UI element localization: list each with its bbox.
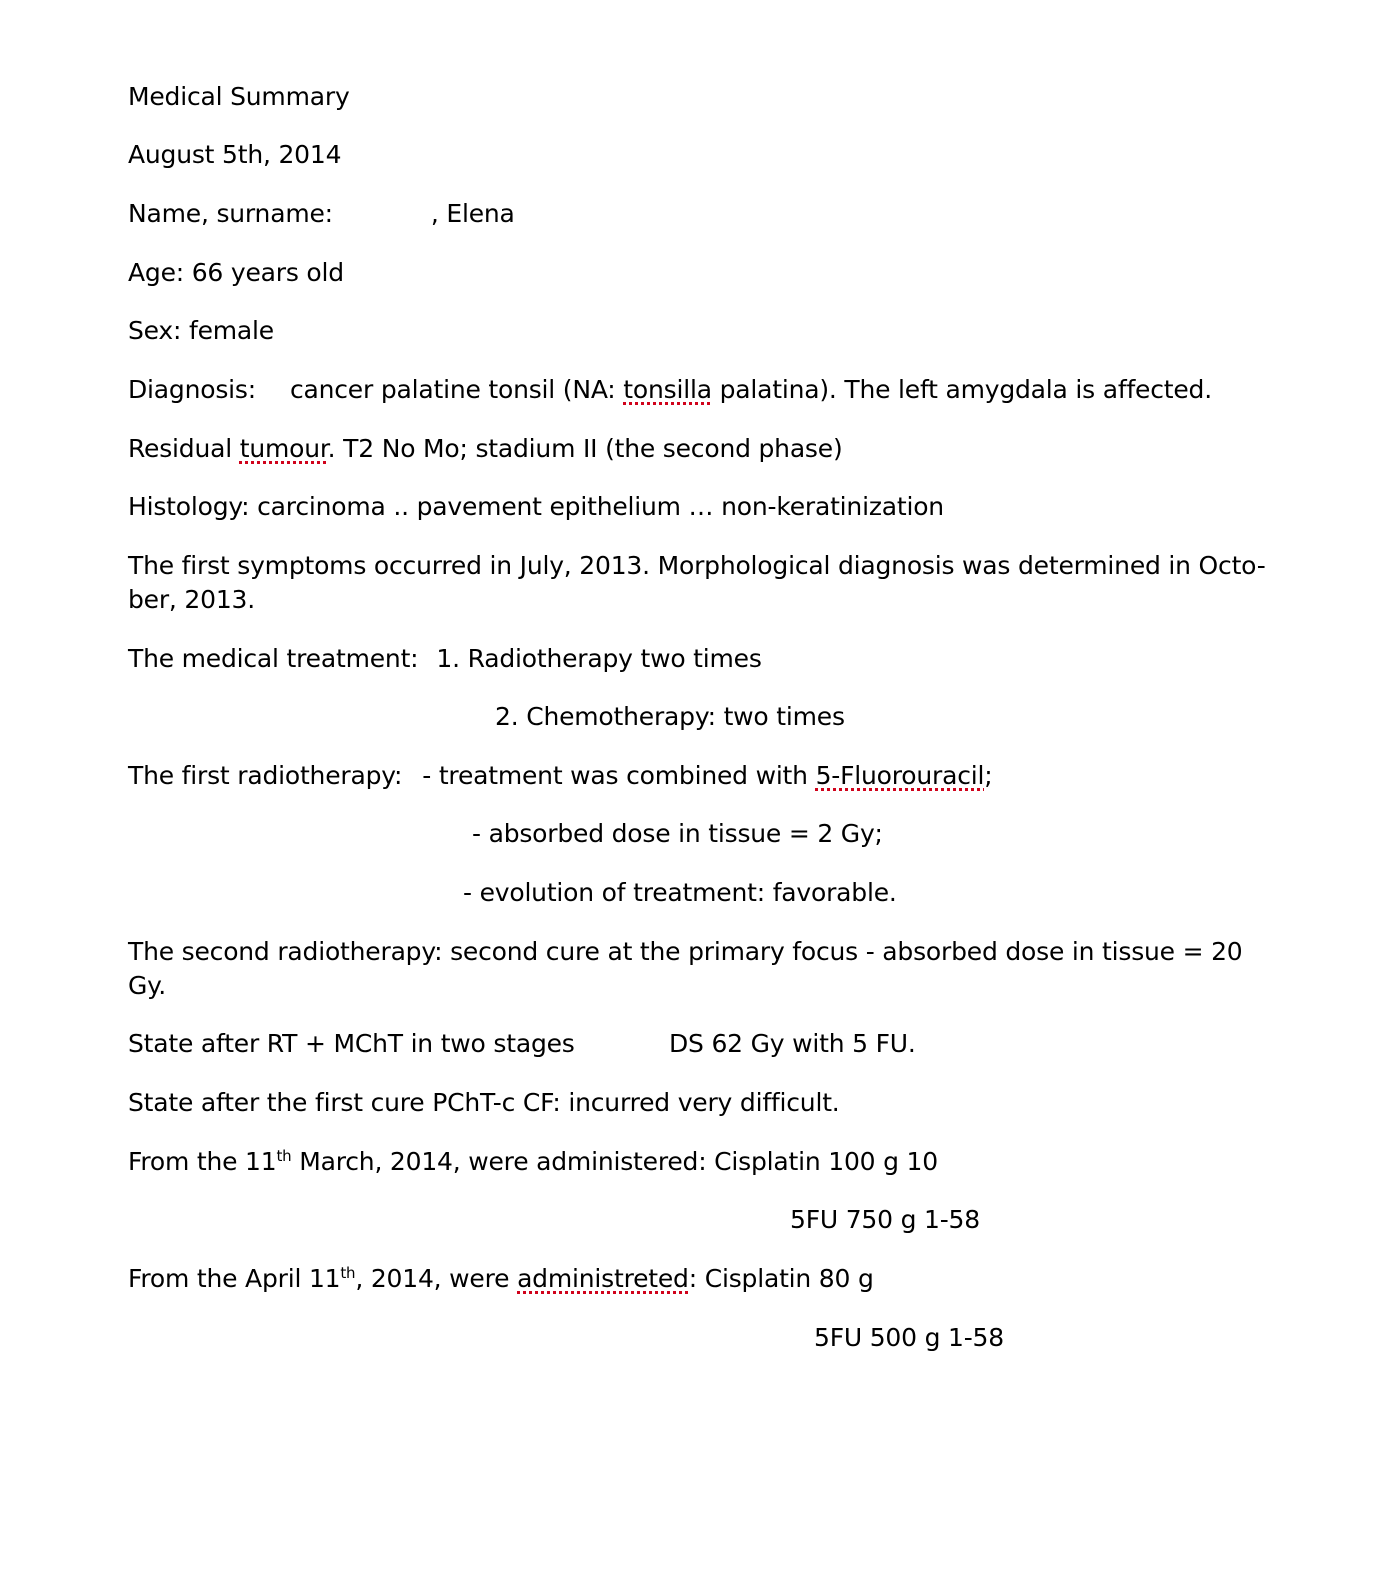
april-middle: , 2014, were <box>355 1264 518 1293</box>
treatment-row <box>128 642 762 676</box>
april-second-line: 5FU 500 g 1-58 <box>814 1323 1004 1352</box>
spellcheck-flagged-word[interactable]: tonsilla <box>623 375 712 404</box>
document-title: Medical Summary <box>128 82 350 111</box>
first-rt-item-1-before: - treatment was combined with <box>422 761 816 790</box>
residual-before: Residual <box>128 434 240 463</box>
spellcheck-flagged-word[interactable]: administreted <box>517 1264 689 1293</box>
march-before: From the 11 <box>128 1147 277 1176</box>
first-rt-item-2: - absorbed dose in tissue = 2 Gy; <box>472 819 883 848</box>
treatment-label: The medical treatment: <box>128 644 419 673</box>
second-rt-paragraph: The second radiotherapy: second cure at the primary focus - absorbed dose in tissue = 20 Gy. <box>128 937 1243 1000</box>
state-1-left: State after RT + MChT in two stages <box>128 1029 575 1058</box>
first-rt-item-1-after: ; <box>984 761 993 790</box>
state-1-right: DS 62 Gy with 5 FU. <box>669 1029 916 1058</box>
spellcheck-flagged-word[interactable]: tumour <box>239 434 328 463</box>
april-after: : Cisplatin 80 g <box>688 1264 874 1293</box>
residual-after: . T2 No Mo; stadium II (the second phase) <box>327 434 843 463</box>
diagnosis-label: Diagnosis: <box>128 375 256 404</box>
state-2-row: State after the first cure PChT-c CF: incurred very difficult. <box>128 1088 840 1117</box>
name-label: Name, surname: <box>128 199 333 228</box>
march-second-line: 5FU 750 g 1-58 <box>790 1205 980 1234</box>
treatment-item-2: 2. Chemotherapy: two times <box>495 702 845 731</box>
diagnosis-text-before: cancer palatine tonsil (NA: <box>289 375 624 404</box>
sex-row: Sex: female <box>128 316 274 345</box>
age-row: Age: 66 years old <box>128 258 344 287</box>
march-row <box>128 1145 938 1179</box>
diagnosis-row <box>128 373 1212 407</box>
symptoms-paragraph: The first symptoms occurred in July, 2013. Morphological diagnosis was determined in Octo-ber, 2013. <box>128 551 1266 614</box>
first-rt-row <box>128 759 993 793</box>
histology-row: Histology: carcinoma .. pavement epithelium … non-keratinization <box>128 492 944 521</box>
first-rt-item-3: - evolution of treatment: favorable. <box>463 878 897 907</box>
april-superscript: th <box>340 1264 356 1282</box>
name-row <box>128 197 515 231</box>
march-superscript: th <box>276 1147 292 1165</box>
first-rt-label: The first radiotherapy: <box>128 761 403 790</box>
diagnosis-text-after: palatina). The left amygdala is affected. <box>711 375 1212 404</box>
april-before: From the April 11 <box>128 1264 341 1293</box>
march-after: March, 2014, were administered: Cisplatin 100 g 10 <box>291 1147 938 1176</box>
spellcheck-flagged-word[interactable]: 5-Fluorouracil <box>815 761 985 790</box>
name-value: , Elena <box>430 199 515 228</box>
document-date: August 5th, 2014 <box>128 140 342 169</box>
april-row <box>128 1262 874 1296</box>
treatment-item-1: 1. Radiotherapy two times <box>436 644 762 673</box>
residual-row <box>128 432 843 466</box>
